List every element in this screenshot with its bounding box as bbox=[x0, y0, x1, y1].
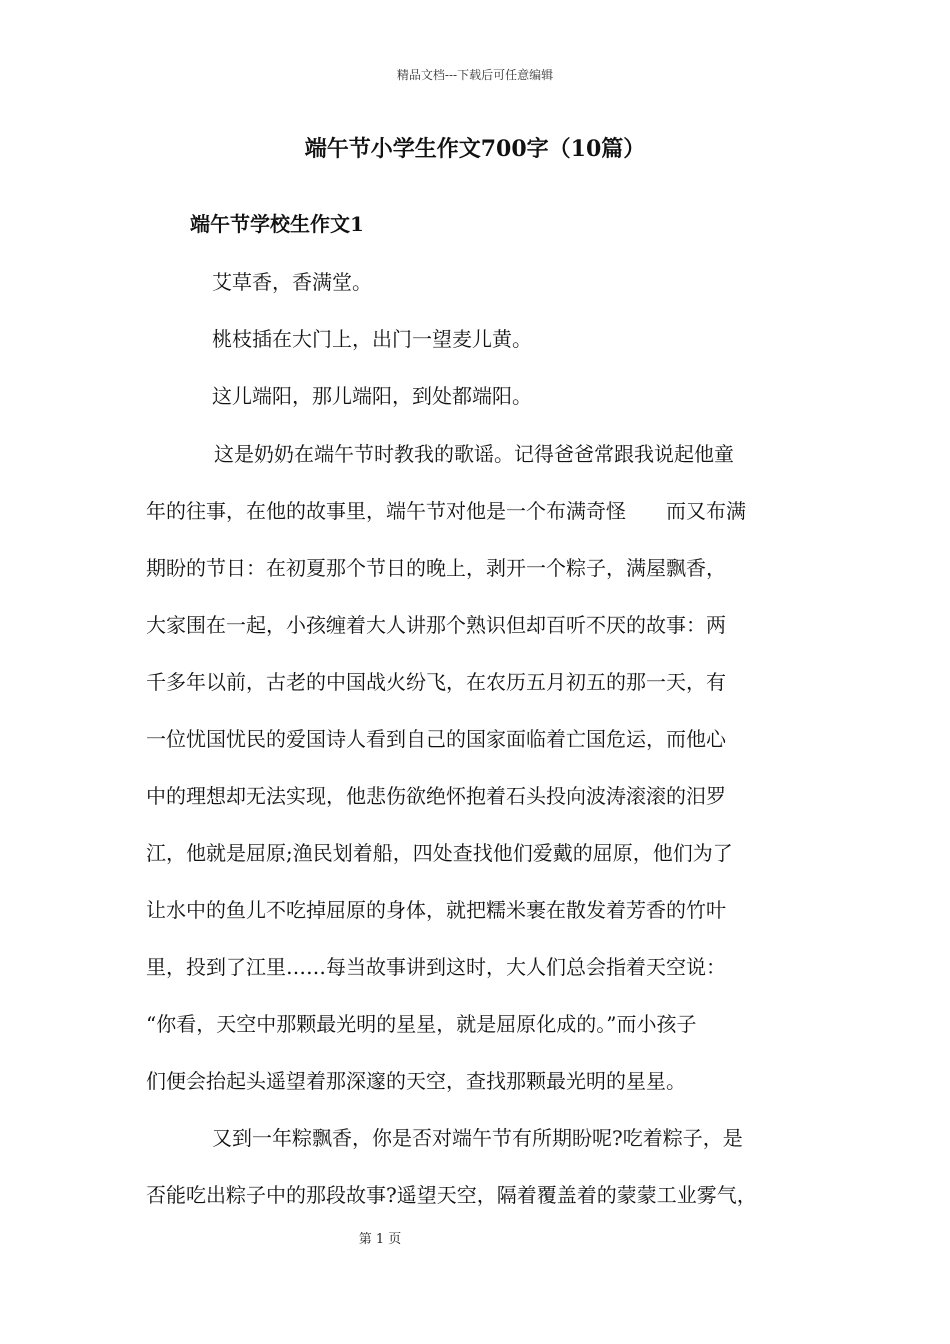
verse-line: 艾草香，香满堂。 bbox=[212, 270, 372, 294]
paragraph-line: “你看，天空中那颗最光明的星星，就是屈原化成的。”而小孩子 bbox=[146, 1012, 697, 1036]
page-number: 第 1 页 bbox=[358, 1232, 402, 1247]
verse-line: 这儿端阳，那儿端阳，到处都端阳。 bbox=[212, 384, 532, 408]
verse-line: 桃枝插在大门上，出门一望麦儿黄。 bbox=[212, 327, 532, 351]
paragraph-line: 期盼的节日：在初夏那个节日的晚上，剥开一个粽子，满屋飘香， bbox=[146, 556, 726, 580]
paragraph-line: 这是奶奶在端午节时教我的歌谣。记得爸爸常跟我说起他童 bbox=[214, 442, 734, 466]
page-header: 精品文档---下载后可任意编辑 bbox=[396, 68, 554, 82]
paragraph-line: 让水中的鱼儿不吃掉屈原的身体，就把糯米裹在散发着芳香的竹叶 bbox=[146, 898, 726, 922]
body-paragraph bbox=[146, 426, 810, 1110]
paragraph-line: 年的往事，在他的故事里，端午节对他是一个布满奇怪 而又布满 bbox=[146, 499, 746, 523]
paragraph-line: 们便会抬起头遥望着那深邃的天空，查找那颗最光明的星星。 bbox=[146, 1069, 686, 1093]
body-paragraph bbox=[146, 1110, 810, 1224]
paragraph-line: 又到一年粽飘香，你是否对端午节有所期盼呢?吃着粽子，是 bbox=[212, 1126, 743, 1150]
section-heading: 端午节学校生作文1 bbox=[190, 212, 364, 236]
paragraph-line: 中的理想却无法实现，他悲伤欲绝怀抱着石头投向波涛滚滚的汨罗 bbox=[146, 784, 726, 808]
paragraph-line: 大家围在一起，小孩缠着大人讲那个熟识但却百听不厌的故事：两 bbox=[146, 613, 726, 637]
paragraph-line: 千多年以前，古老的中国战火纷飞，在农历五月初五的那一天，有 bbox=[146, 670, 726, 694]
paragraph-line: 否能吃出粽子中的那段故事?遥望天空，隔着覆盖着的蒙蒙工业雾气， bbox=[146, 1183, 757, 1207]
paragraph-line: 里，投到了江里……每当故事讲到这时，大人们总会指着天空说： bbox=[146, 955, 726, 979]
document-title: 端午节小学生作文700字（10篇） bbox=[304, 136, 646, 162]
paragraph-line: 一位忧国忧民的爱国诗人看到自己的国家面临着亡国危运，而他心 bbox=[146, 727, 726, 751]
paragraph-line: 江，他就是屈原;渔民划着船，四处查找他们爱戴的屈原，他们为了 bbox=[146, 841, 733, 865]
